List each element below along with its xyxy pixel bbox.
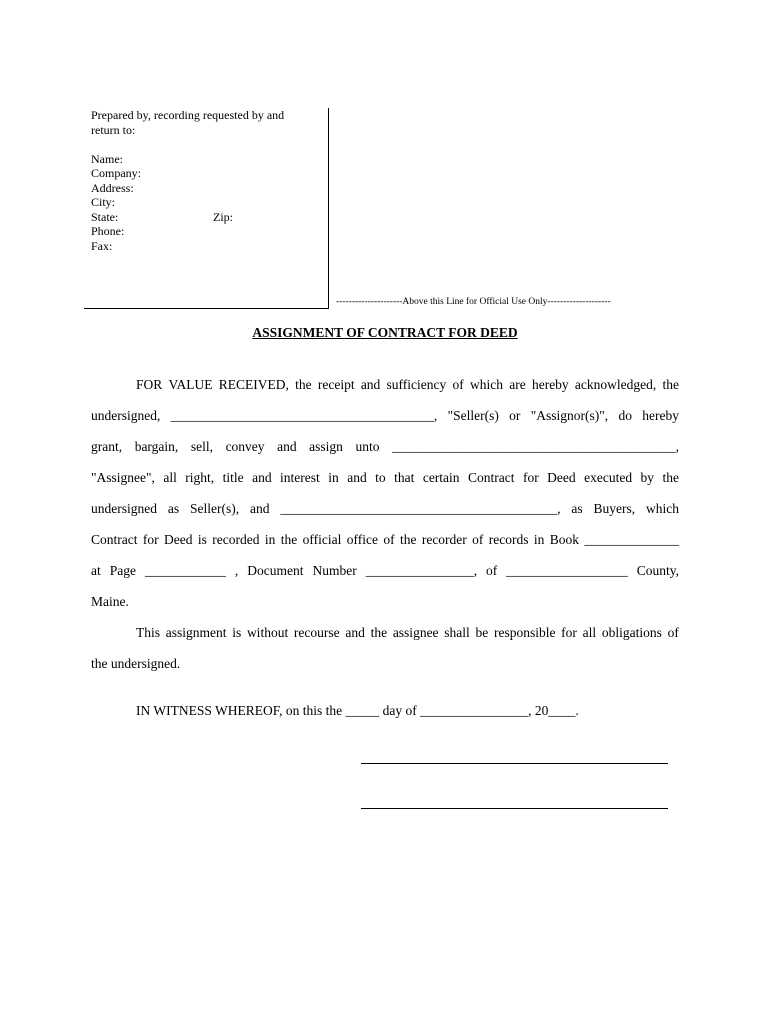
word: acknowledged, [574, 377, 657, 392]
word: and [252, 470, 272, 485]
word: "Assignor(s)", [530, 408, 609, 423]
witness-line: IN WITNESS WHEREOF, on this the _____ day of ________________, 20____. [136, 703, 579, 718]
word: as [571, 501, 583, 516]
word: in [328, 470, 339, 485]
state-label: State: [91, 209, 119, 224]
word: assign [309, 439, 343, 454]
word: Contract [468, 470, 515, 485]
word: bargain, [134, 439, 179, 454]
word: VALUE [168, 377, 213, 392]
word: ______________ [584, 532, 679, 547]
word: for [142, 532, 159, 547]
paragraph-2-line-2: the undersigned. [91, 656, 181, 671]
paragraph-2-line-1 [136, 625, 679, 641]
word: be [475, 625, 489, 640]
word: or [509, 408, 521, 423]
word: the [295, 377, 312, 392]
word: assignment [165, 625, 227, 640]
word: and [277, 439, 297, 454]
paragraph-1-line-2 [91, 408, 679, 424]
word: convey [225, 439, 265, 454]
word: grant, [91, 439, 123, 454]
word: undersigned, [91, 408, 161, 423]
word: as [167, 501, 180, 516]
word: hereby [531, 377, 569, 392]
word: right, [185, 470, 215, 485]
word: recorder [421, 532, 467, 547]
word: receipt [317, 377, 355, 392]
word: for [522, 470, 539, 485]
paragraph-1-line-6 [91, 532, 679, 548]
word: is [232, 625, 242, 640]
word: office [346, 532, 378, 547]
word: recorded [212, 532, 260, 547]
word: all [163, 470, 177, 485]
word: of [472, 532, 484, 547]
word: executed [584, 470, 633, 485]
company-label: Company: [91, 166, 141, 180]
word: which [645, 501, 679, 516]
word: undersigned [91, 501, 157, 516]
signature-line-1[interactable] [361, 763, 668, 764]
word: shall [444, 625, 470, 640]
word: of [383, 532, 395, 547]
name-label: Name: [91, 151, 123, 166]
zip-label: Zip: [213, 209, 233, 224]
word: _________________________________________, [280, 501, 561, 516]
word: "Seller(s) [447, 408, 499, 423]
word: and [249, 501, 270, 516]
document-title: ASSIGNMENT OF CONTRACT FOR DEED [252, 325, 518, 340]
word: FOR [136, 377, 163, 392]
word: which [470, 377, 503, 392]
prepared-by-block [91, 108, 316, 253]
word: of [667, 625, 679, 640]
word: Page [109, 563, 136, 578]
word: ________________, [365, 563, 478, 578]
word: of [486, 563, 498, 578]
word: Deed [164, 532, 193, 547]
paragraph-1-line-5 [91, 501, 679, 517]
word: the [370, 625, 388, 640]
word: all [582, 625, 597, 640]
word: Book [549, 532, 580, 547]
word: interest [280, 470, 320, 485]
paragraph-1-line-8: Maine. [91, 594, 129, 609]
word: ____________ [144, 563, 226, 578]
word: unto [355, 439, 380, 454]
word: by [640, 470, 655, 485]
phone-label: Phone: [91, 224, 125, 238]
word: County, [636, 563, 679, 578]
word: without [246, 625, 289, 640]
word: is [197, 532, 207, 547]
word: , [234, 563, 239, 578]
return-to-label: return to: [91, 122, 136, 137]
word: and [345, 625, 365, 640]
word: _______________________________________, [170, 408, 438, 423]
word: that [394, 470, 415, 485]
city-label: City: [91, 195, 116, 209]
paragraph-1-line-3 [91, 439, 679, 455]
word: do [618, 408, 632, 423]
word: __________________ [506, 563, 628, 578]
word: of [452, 377, 464, 392]
word: official [302, 532, 342, 547]
prepared-by-label: Prepared by, recording requested by and [91, 108, 285, 122]
word: assignee [392, 625, 439, 640]
official-use-line: ---------------------Above this Line for Official Use Only-------------------- [336, 297, 611, 307]
word: and [347, 470, 367, 485]
word: certain [422, 470, 460, 485]
word: This [136, 625, 161, 640]
word: in [264, 532, 276, 547]
word: title [222, 470, 244, 485]
word: at [91, 563, 101, 578]
word: are [509, 377, 526, 392]
word: to [375, 470, 386, 485]
word: Buyers, [593, 501, 636, 516]
word: "Assignee", [91, 470, 155, 485]
word: for [561, 625, 577, 640]
word: and [360, 377, 381, 392]
word: sufficiency [386, 377, 447, 392]
address-label: Address: [91, 180, 134, 195]
word: sell, [190, 439, 213, 454]
word: the [662, 470, 679, 485]
word: records [488, 532, 529, 547]
paragraph-1-line-1 [136, 377, 679, 393]
word: Contract [91, 532, 138, 547]
word: recourse [293, 625, 340, 640]
paragraph-1-line-4 [91, 470, 679, 486]
word: Seller(s), [189, 501, 240, 516]
fax-label: Fax: [91, 238, 113, 253]
paragraph-1-line-7 [91, 563, 679, 579]
word: the [399, 532, 417, 547]
word: obligations [601, 625, 662, 640]
word: __________________________________________, [392, 439, 679, 454]
word: Deed [547, 470, 576, 485]
word: responsible [493, 625, 556, 640]
word: in [533, 532, 545, 547]
word: the [280, 532, 298, 547]
word: Document [247, 563, 304, 578]
signature-line-2[interactable] [361, 808, 668, 809]
word: Number [312, 563, 357, 578]
word: the [662, 377, 679, 392]
word: RECEIVED, [218, 377, 289, 392]
word: hereby [642, 408, 679, 423]
